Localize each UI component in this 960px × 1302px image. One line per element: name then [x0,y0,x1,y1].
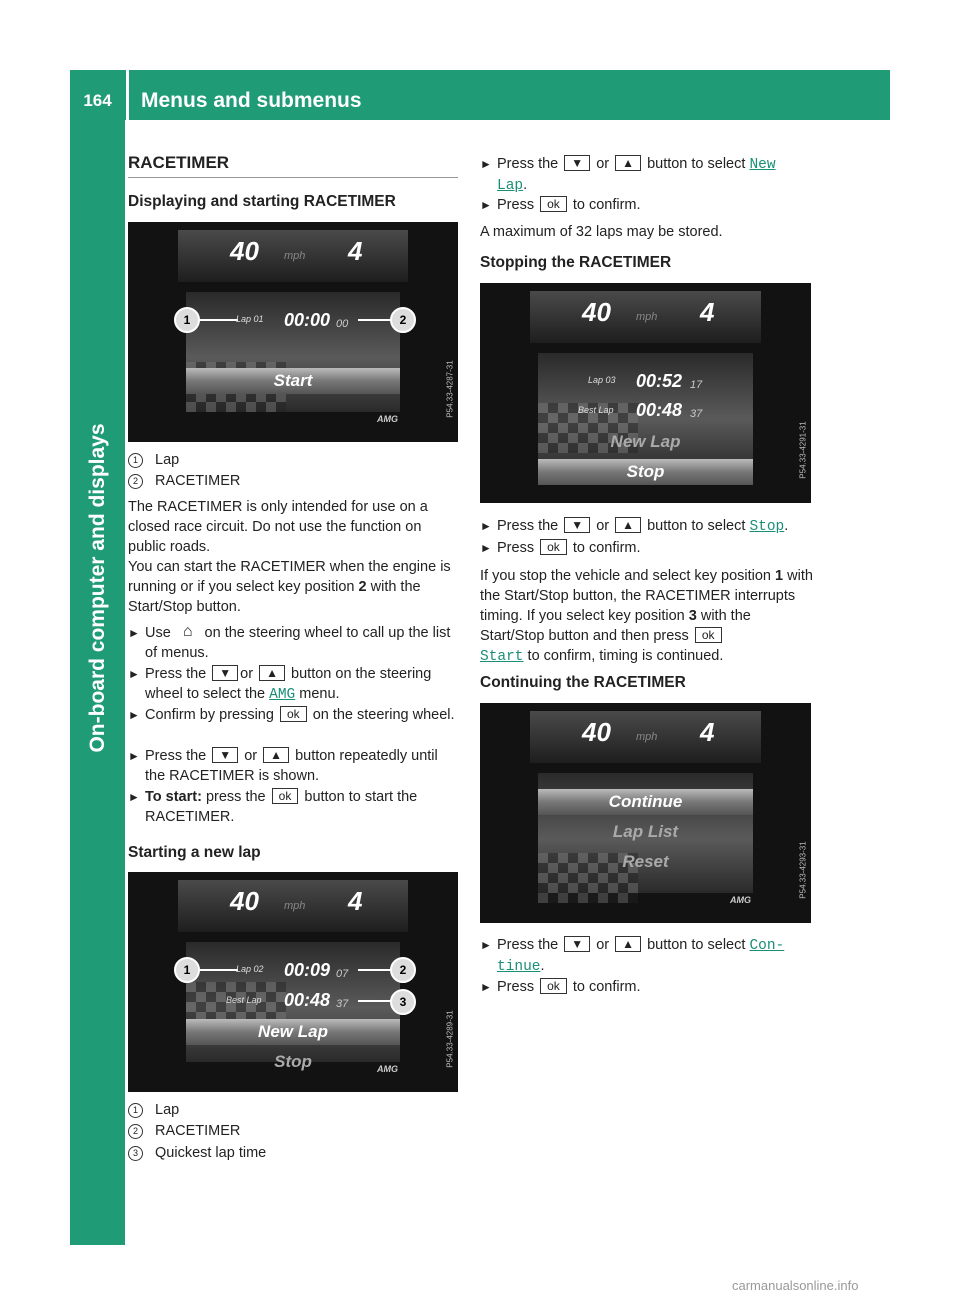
page-title: Menus and submenus [141,89,362,112]
section-heading: RACETIMER [128,153,230,172]
ok-button-icon: ok [540,978,567,994]
legend-item: 1 Lap [128,450,179,470]
racetimer-screen-stop: 40 mph 4 Lap 03 00:52 17 Best Lap 00:48 37 New Lap Stop P54.33-4291-31 [480,283,811,503]
step-arrow-icon: ► [480,157,492,171]
step-item: ► Press the ▼ or ▲ button on the steering wheel to select the AMG menu. [128,666,432,703]
callout-2: 2 [390,307,416,333]
step-arrow-icon: ► [128,626,140,640]
max-laps-note: A maximum of 32 laps may be stored. [480,224,723,240]
up-button-icon: ▲ [263,747,289,763]
up-button-icon: ▲ [615,936,641,952]
step-item: ► Confirm by pressing ok on the steering wheel. [128,707,455,723]
down-button-icon: ▼ [564,936,590,952]
step-arrow-icon: ► [480,541,492,555]
heading-rule [128,177,458,178]
warning-paragraph: The RACETIMER is only intended for use on a closed race circuit. Do not use the function on public roads. [128,499,428,555]
legend-item: 3 Quickest lap time [128,1143,266,1163]
subheading-new-lap: Starting a new lap [128,844,261,861]
step-item: ► Press the ▼ or ▲ button to select Con- tinue. [480,937,785,975]
step-item: ► Press the ▼ or ▲ button repeatedly until the RACETIMER is shown. [128,748,438,784]
ok-button-icon: ok [695,627,722,643]
start-menu-item: Start [186,368,400,394]
continue-menu-item: Continue [538,789,753,815]
racetimer-screen-newlap: 40 mph 4 1 Lap 02 00:09 07 2 Best Lap 00:48 37 3 New Lap Stop AMG P54.33-4289-31 [128,872,458,1092]
step-arrow-icon: ► [480,519,492,533]
step-arrow-icon: ► [128,667,140,681]
step-item: ► Use ⌂ on the steering wheel to call up the list of menus. [128,623,451,661]
page-number: 164 [83,91,112,110]
step-item: ► Press ok to confirm. [480,540,641,556]
legend-item: 2 RACETIMER [128,1121,240,1141]
step-item: ► Press ok to confirm. [480,979,641,995]
legend-item: 1 Lap [128,1100,179,1120]
lap-list-menu-item: Lap List [612,822,679,841]
racetimer-screen-continue: 40 mph 4 Continue Lap List Reset AMG P54.33-4293-31 [480,703,811,923]
header-divider [126,70,129,120]
ok-button-icon: ok [540,196,567,212]
down-button-icon: ▼ [212,747,238,763]
step-arrow-icon: ► [480,198,492,212]
new-lap-menu-item: New Lap [610,432,681,451]
stop-menu-item: Stop [274,1052,312,1071]
callout-1: 1 [174,957,200,983]
step-arrow-icon: ► [128,708,140,722]
step-arrow-icon: ► [480,980,492,994]
callout-1: 1 [174,307,200,333]
start-condition-paragraph: You can start the RACETIMER when the engine is running or if you select key position 2 with the Start/Stop button. [128,559,451,615]
subheading-stopping: Stopping the RACETIMER [480,254,672,271]
stop-continue-paragraph: If you stop the vehicle and select key position 1 with the Start/Stop button, the RACETIMER interrupts timing. If you select key position 3 with the Start/Stop button and then press ok Start to confirm, timing is continued. [480,568,813,665]
reset-menu-item: Reset [622,852,669,871]
ok-button-icon: ok [280,706,307,722]
callout-2: 2 [390,957,416,983]
subheading-displaying: Displaying and starting RACETIMER [128,193,396,210]
step-arrow-icon: ► [128,790,140,804]
step-arrow-icon: ► [128,749,140,763]
watermark: carmanualsonline.info [732,1278,859,1293]
callout-3: 3 [390,989,416,1015]
step-item: ► Press ok to confirm. [480,197,641,213]
step-item: ► To start: press the ok button to start the RACETIMER. [128,789,418,825]
subheading-continuing: Continuing the RACETIMER [480,674,686,691]
new-lap-menu-item: New Lap [186,1019,400,1045]
legend-item: 2 RACETIMER [128,471,240,491]
up-button-icon: ▲ [615,517,641,533]
down-button-icon: ▼ [212,665,238,681]
step-item: ► Press the ▼ or ▲ button to select New Lap. [480,156,776,194]
ok-button-icon: ok [272,788,299,804]
step-arrow-icon: ► [480,938,492,952]
up-button-icon: ▲ [615,155,641,171]
down-button-icon: ▼ [564,155,590,171]
ok-button-icon: ok [540,539,567,555]
racetimer-screen-start: 40 mph 4 1 Lap 01 00:00 00 2 Start AMG P54.33-4287-31 [128,222,458,442]
stop-menu-item: Stop [538,459,753,485]
step-item: ► Press the ▼ or ▲ button to select Stop. [480,518,789,535]
up-button-icon: ▲ [259,665,285,681]
down-button-icon: ▼ [564,517,590,533]
home-icon: ⌂ [182,623,193,640]
